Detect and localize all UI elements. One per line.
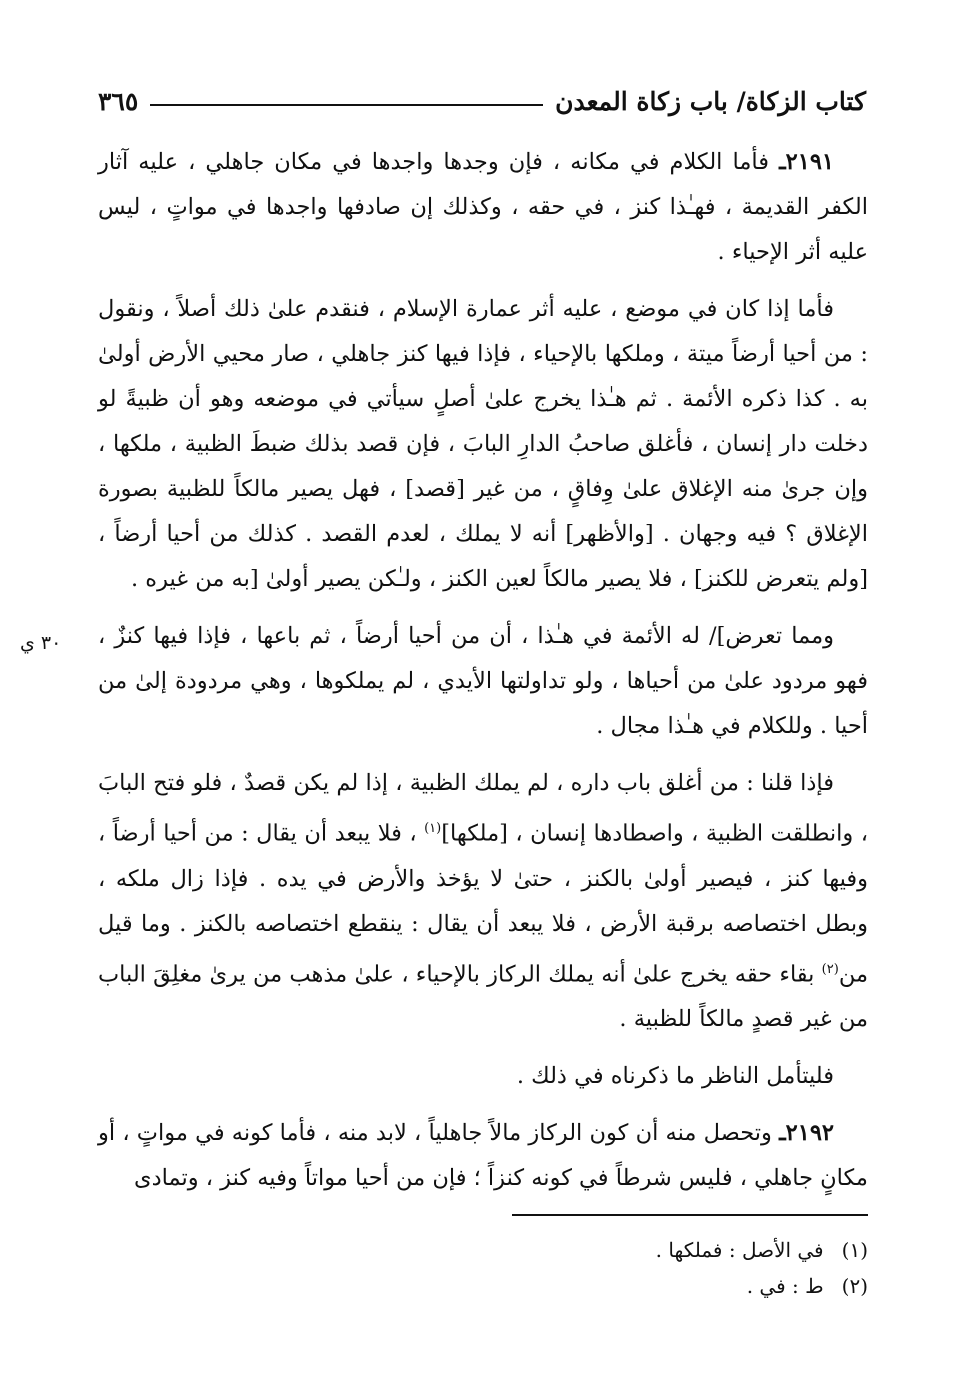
footnote [268,1232,868,1268]
footnote-separator [512,1214,868,1216]
footnotes [268,1232,868,1304]
chapter-title: كتاب الزكاة/ باب زكاة المعدن [555,86,866,116]
section-number: ٢١٩٢ـ [779,1120,834,1146]
footnote-number: (٢) [841,1274,868,1298]
footnote-text: ط : في . [746,1274,824,1298]
paragraph [98,761,868,1042]
paragraph-text: فأما إذا كان في موضع ، عليه أثر عمارة الإسلام ، فنقدم علىٰ ذلك أصلاً ، ونقول : من أحيا أرضاً ميتة ، وملكها بالإحياء ، فإذا فيها كنز جاهلي ، صار محيي الأرض أولىٰ به . كذا ذكره الأئمة . ثم هـٰذا يخرج علىٰ أصلٍ سيأتي في موضعه وهو أن ظبيةً لو دخلت دار إنسان ، فأغلق صاحبُ الدارِ البابَ ، فإن قصد بذلك ضبطَ الظبية ، ملكها ، وإن جرىٰ منه الإغلاق علىٰ وِفاقٍ ، من غير [قصد] ، فهل يصير مالكاً للظبية بصورة الإغلاق ؟ فيه وجهان . [والأظهر] أنه لا يملك ، لعدم القصد . كذلك من أحيا أرضاً ، [ولم يتعرض للكنز] ، فلا يصير مالكاً لعين الكنز ، ولـٰكن يصير أولىٰ [به من غيره . [98,296,868,592]
paragraph-text: ومما تعرض]/ له الأئمة في هـٰذا ، أن من أحيا أرضاً ، ثم باعها ، فإذا فيها كنزٌ ، فهو مردود علىٰ من أحياها ، ولو تداولتها الأيدي ، لم يملكوها ، وهي مردودة إلىٰ من أحيا . وللكلام في هـٰذا مجال . [98,623,868,739]
header-rule [150,104,543,106]
section-number: ٢١٩١ـ [779,149,834,175]
main-text [98,140,868,1213]
paragraph [98,614,868,749]
footnote [268,1268,868,1304]
paragraph [98,287,868,602]
footnote-ref[interactable]: (١) [424,821,442,836]
paragraph-text: بقاء حقه يخرج علىٰ أنه يملك الركاز بالإحياء ، علىٰ مذهب من يرىٰ مغلِقَ الباب من غير قصدٍ مالكاً للظبية . [98,961,868,1032]
footnote-number: (١) [841,1238,868,1262]
paragraph-text: وتحصل منه أن كون الركاز مالاً جاهلياً ، لابد منه ، فأما كونه في مواتٍ ، أو مكانٍ جاهلي ، فليس شرطاً في كونه كنزاً ؛ فإن من أحيا مواتاً وفيه كنز ، وتمادى [98,1120,868,1191]
paragraph-text: ، فلا يبعد أن يقال : من أحيا أرضاً ، وفيها كنز ، فيصير أولىٰ بالكنز ، حتىٰ لا يؤخذ والأرض في يده . فإذا زال ملكه ، وبطل اختصاصه برقبة الأرض ، فلا يبعد أن يقال : ينقطع اختصاصه بالكنز . وما قيل من [98,820,868,987]
paragraph-2192 [98,1111,868,1201]
paragraph-text: فإذا قلنا : من أغلق باب داره ، لم يملك الظبية ، إذا لم يكن قصدٌ ، فلو فتح البابَ ، وانطلقت الظبية ، واصطادها إنسان ، [ملكها] [98,770,868,847]
paragraph [98,1054,868,1099]
page-number: ٣٦٥ [98,86,139,116]
paragraph-text: فليتأمل الناظر ما ذكرناه في ذلك . [516,1063,834,1089]
paragraph-text: فأما الكلام في مكانه ، فإن وجدها واجدها في مكان جاهلي ، عليه آثار الكفر القديمة ، فهـٰذا كنز ، في حقه ، وكذلك إن صادفها واجدها في مواتٍ ، ليس عليه أثر الإحياء . [98,149,868,265]
footnote-text: في الأصل : فملكها . [655,1238,824,1262]
running-head [98,80,866,122]
footnote-ref[interactable]: (٢) [821,961,839,977]
margin-note: ٣٠ ي [20,632,62,654]
paragraph-2191 [98,140,868,275]
